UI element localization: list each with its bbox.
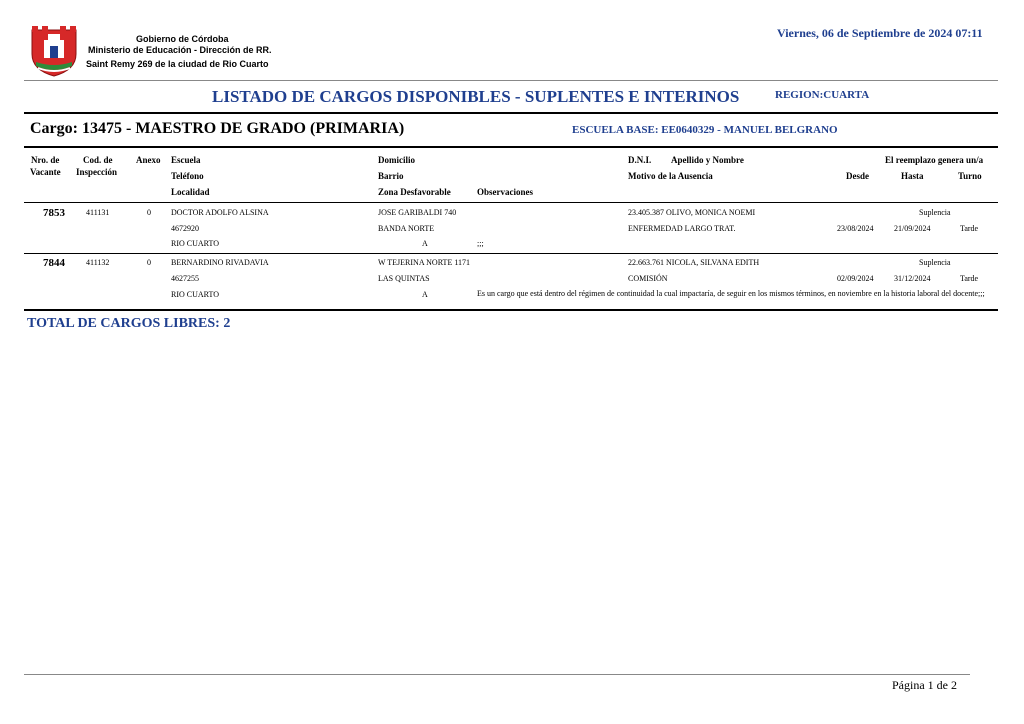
table-bottom-divider: [24, 309, 998, 311]
row1-inspeccion: 411131: [86, 208, 110, 217]
col-apellido: Apellido y Nombre: [671, 155, 744, 165]
row2-escuela: BERNARDINO RIVADAVIA: [171, 258, 269, 267]
col-telefono: Teléfono: [171, 171, 204, 181]
row2-motivo: COMISIÓN: [628, 274, 668, 283]
row1-dni-nombre: 23.405.387 OLIVO, MONICA NOEMI: [628, 208, 756, 217]
row1-motivo: ENFERMEDAD LARGO TRAT.: [628, 224, 736, 233]
row2-vacante: 7844: [43, 257, 65, 269]
col-cod-insp-2: Inspección: [76, 167, 118, 177]
col-domicilio: Domicilio: [378, 155, 415, 165]
org-name: Gobierno de Córdoba: [136, 34, 229, 44]
report-title: LISTADO DE CARGOS DISPONIBLES - SUPLENTES E INTERINOS: [212, 87, 740, 106]
org-address: Saint Remy 269 de la ciudad de Rio Cuarto: [86, 59, 269, 69]
row2-inspeccion: 411132: [86, 258, 110, 267]
row2-domicilio: W TEJERINA NORTE 1171: [378, 258, 471, 267]
col-desde: Desde: [846, 171, 869, 181]
page-number: Página 1 de 2: [892, 678, 957, 692]
header-divider: [24, 80, 998, 81]
row1-vacante: 7853: [43, 207, 65, 219]
col-escuela: Escuela: [171, 155, 201, 165]
row2-zona: A: [422, 290, 428, 299]
row2-hasta: 31/12/2024: [894, 274, 931, 283]
row1-anexo: 0: [147, 208, 151, 217]
cordoba-crest-icon: [28, 24, 80, 78]
col-reemplazo: El reemplazo genera un/a: [885, 155, 984, 165]
footer-divider: [24, 674, 970, 675]
report-datetime: Viernes, 06 de Septiembre de 2024 07:11: [777, 26, 983, 40]
row2-anexo: 0: [147, 258, 151, 267]
col-anexo: Anexo: [136, 155, 161, 165]
row1-barrio: BANDA NORTE: [378, 224, 435, 233]
row2-localidad: RIO CUARTO: [171, 290, 220, 299]
row1-zona: A: [422, 239, 428, 248]
row1-telefono: 4672920: [171, 224, 199, 233]
cargo-title: Cargo: 13475 - MAESTRO DE GRADO (PRIMARIA): [30, 120, 405, 137]
row1-observaciones: ;;;: [477, 239, 484, 248]
org-ministry: Ministerio de Educación - Dirección de RR.: [88, 45, 272, 55]
col-barrio: Barrio: [378, 171, 404, 181]
title-divider: [24, 112, 998, 114]
header-row-divider: [24, 202, 998, 203]
row2-tipo: Suplencia: [919, 258, 951, 267]
row1-turno: Tarde: [960, 224, 979, 233]
region-label: REGION:CUARTA: [775, 89, 870, 101]
col-localidad: Localidad: [171, 187, 210, 197]
col-turno: Turno: [958, 171, 982, 181]
row2-desde: 02/09/2024: [837, 274, 874, 283]
col-zona: Zona Desfavorable: [378, 187, 451, 197]
row2-barrio: LAS QUINTAS: [378, 274, 430, 283]
col-motivo: Motivo de la Ausencia: [628, 171, 713, 181]
row1-tipo: Suplencia: [919, 208, 951, 217]
col-cod-insp-1: Cod. de: [83, 155, 113, 165]
total-cargos: TOTAL DE CARGOS LIBRES: 2: [27, 316, 231, 331]
col-dni: D.N.I.: [628, 155, 652, 165]
row1-domicilio: JOSE GARIBALDI 740: [378, 208, 457, 217]
row1-escuela: DOCTOR ADOLFO ALSINA: [171, 208, 269, 217]
row2-turno: Tarde: [960, 274, 979, 283]
col-nro-vacante-1: Nro. de: [31, 155, 60, 165]
cargo-divider: [24, 146, 998, 148]
row2-telefono: 4627255: [171, 274, 199, 283]
row2-dni-nombre: 22.663.761 NICOLA, SILVANA EDITH: [628, 258, 760, 267]
col-observaciones: Observaciones: [477, 187, 533, 197]
row2-observaciones: Es un cargo que está dentro del régimen de continuidad la cual impactaría, de seguir en los mismos términos, en noviembre en la historia laboral del docente;;;: [477, 289, 985, 298]
row1-desde: 23/08/2024: [837, 224, 874, 233]
row1-localidad: RIO CUARTO: [171, 239, 220, 248]
row1-hasta: 21/09/2024: [894, 224, 931, 233]
col-nro-vacante-2: Vacante: [30, 167, 61, 177]
col-hasta: Hasta: [901, 171, 924, 181]
escuela-base: ESCUELA BASE: EE0640329 - MANUEL BELGRANO: [572, 124, 838, 136]
row-divider: [24, 253, 998, 254]
